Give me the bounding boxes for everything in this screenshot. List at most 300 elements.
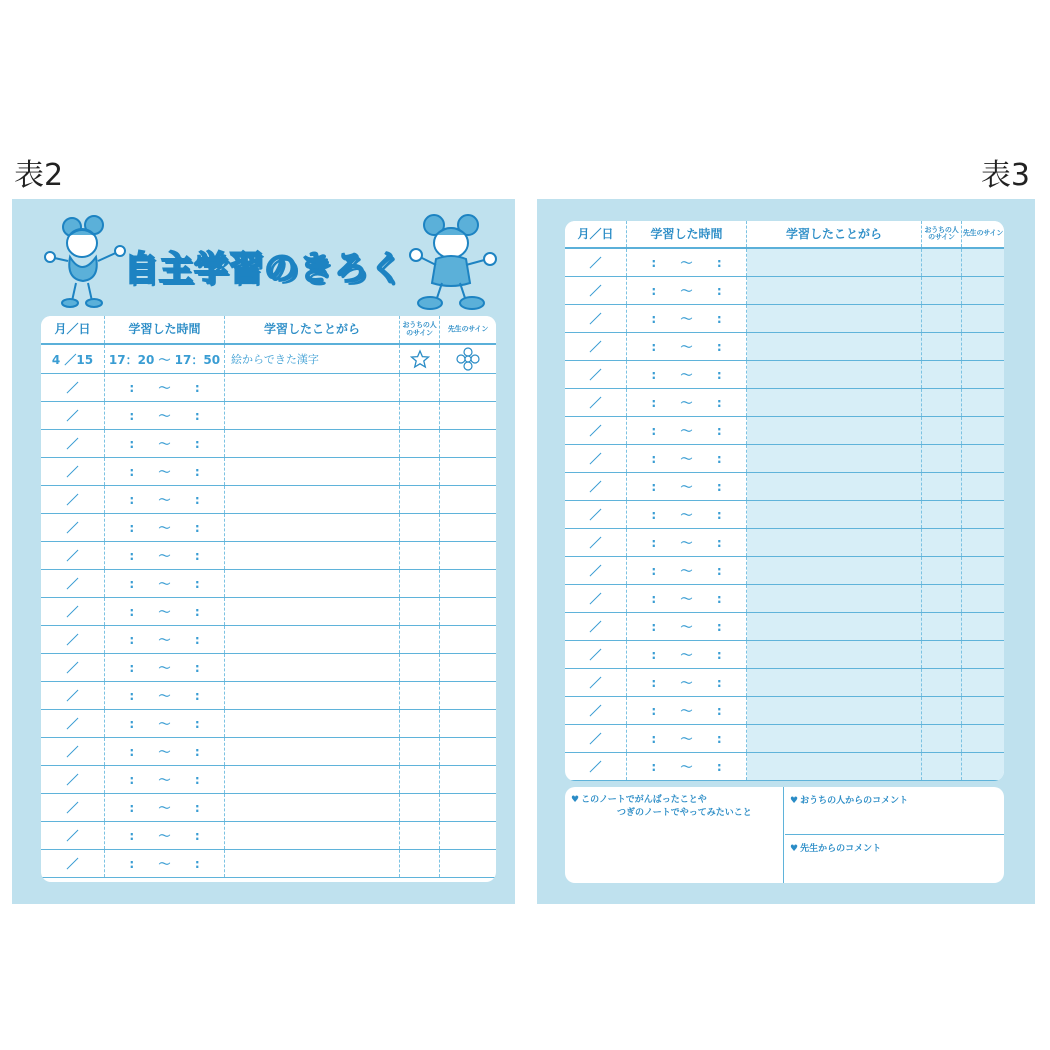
- date-cell[interactable]: [565, 697, 627, 724]
- date-cell[interactable]: [565, 557, 627, 584]
- parent-sign-cell[interactable]: [400, 514, 440, 541]
- log-rows-right: [565, 249, 1004, 781]
- parent-sign-cell[interactable]: [922, 445, 962, 472]
- start-colon: :: [129, 744, 135, 759]
- date-slash: ／: [589, 564, 602, 578]
- end-colon: :: [194, 800, 200, 815]
- date-slash: ／: [589, 508, 602, 522]
- table-row: [41, 486, 496, 514]
- date-cell[interactable]: [565, 585, 627, 612]
- parent-sign-cell[interactable]: [400, 766, 440, 793]
- date-cell[interactable]: [565, 389, 627, 416]
- date-cell[interactable]: [565, 417, 627, 444]
- start-colon: :: [651, 367, 657, 382]
- time-cell[interactable]: [105, 570, 225, 597]
- teacher-sign-cell[interactable]: [440, 710, 496, 737]
- parent-sign-cell[interactable]: [400, 430, 440, 457]
- end-colon: :: [194, 744, 200, 759]
- date-slash: ／: [66, 381, 79, 395]
- example-date: 4 ／15: [41, 345, 105, 373]
- subject-cell[interactable]: [747, 753, 922, 780]
- teacher-sign-cell[interactable]: [440, 598, 496, 625]
- parent-sign-cell[interactable]: [400, 850, 440, 877]
- parent-sign-cell[interactable]: [922, 557, 962, 584]
- date-cell[interactable]: [565, 501, 627, 528]
- time-cell[interactable]: [105, 850, 225, 877]
- start-colon: :: [129, 660, 135, 675]
- star-stamp-icon: [410, 349, 430, 369]
- subject-cell[interactable]: [747, 501, 922, 528]
- parent-sign-cell[interactable]: [922, 361, 962, 388]
- subject-cell[interactable]: [225, 654, 400, 681]
- teacher-sign-cell[interactable]: [962, 333, 1004, 360]
- subject-cell[interactable]: [225, 598, 400, 625]
- start-colon: :: [651, 619, 657, 634]
- start-colon: :: [651, 535, 657, 550]
- teacher-sign-cell[interactable]: [440, 374, 496, 401]
- date-cell[interactable]: [565, 641, 627, 668]
- date-slash: ／: [589, 592, 602, 606]
- table-row: [565, 333, 1004, 361]
- time-tilde: ～: [680, 452, 693, 466]
- date-cell[interactable]: [565, 277, 627, 304]
- time-tilde: ～: [158, 465, 171, 479]
- subject-cell[interactable]: [747, 333, 922, 360]
- start-colon: :: [129, 716, 135, 731]
- parent-sign-cell[interactable]: [922, 305, 962, 332]
- parent-sign-cell[interactable]: [400, 738, 440, 765]
- teacher-sign-cell: [440, 345, 496, 373]
- time-cell[interactable]: [627, 753, 747, 780]
- time-tilde: ～: [680, 592, 693, 606]
- start-colon: :: [129, 576, 135, 591]
- start-colon: :: [129, 380, 135, 395]
- time-cell[interactable]: [105, 710, 225, 737]
- date-cell[interactable]: [41, 850, 105, 877]
- date-cell[interactable]: [565, 529, 627, 556]
- date-cell[interactable]: [41, 514, 105, 541]
- time-cell[interactable]: [105, 794, 225, 821]
- header-subject: 学習したことがら: [747, 221, 922, 247]
- parent-sign-cell[interactable]: [922, 501, 962, 528]
- subject-cell[interactable]: [225, 626, 400, 653]
- parent-sign-cell[interactable]: [400, 822, 440, 849]
- subject-cell[interactable]: [225, 850, 400, 877]
- time-cell[interactable]: [627, 697, 747, 724]
- date-cell[interactable]: [565, 445, 627, 472]
- start-colon: :: [129, 492, 135, 507]
- end-colon: :: [194, 688, 200, 703]
- parent-sign-cell[interactable]: [400, 402, 440, 429]
- start-colon: :: [651, 591, 657, 606]
- time-cell[interactable]: [105, 766, 225, 793]
- time-cell[interactable]: [105, 542, 225, 569]
- reflection-line1: このノートでがんばったことや: [581, 795, 707, 805]
- table-row: [41, 850, 496, 878]
- start-colon: :: [651, 675, 657, 690]
- time-tilde: ～: [680, 536, 693, 550]
- table-row: [41, 570, 496, 598]
- start-colon: :: [651, 759, 657, 774]
- time-tilde: ～: [680, 424, 693, 438]
- table-row: [565, 613, 1004, 641]
- teacher-sign-cell[interactable]: [440, 402, 496, 429]
- date-cell[interactable]: [565, 669, 627, 696]
- date-cell[interactable]: [565, 361, 627, 388]
- time-cell[interactable]: [627, 473, 747, 500]
- date-slash: ／: [66, 465, 79, 479]
- subject-cell[interactable]: [225, 822, 400, 849]
- time-tilde: ～: [680, 340, 693, 354]
- date-slash: ／: [589, 760, 602, 774]
- parent-sign-cell[interactable]: [922, 613, 962, 640]
- time-tilde: ～: [680, 620, 693, 634]
- date-slash: ／: [589, 676, 602, 690]
- time-cell[interactable]: [627, 557, 747, 584]
- table-row: [565, 501, 1004, 529]
- table-row: [565, 697, 1004, 725]
- table-row: [565, 445, 1004, 473]
- time-tilde: ～: [158, 493, 171, 507]
- start-colon: :: [651, 339, 657, 354]
- teacher-sign-cell[interactable]: [962, 473, 1004, 500]
- teacher-sign-cell[interactable]: [962, 669, 1004, 696]
- teacher-sign-cell[interactable]: [962, 529, 1004, 556]
- parent-sign-cell[interactable]: [400, 458, 440, 485]
- date-slash: ／: [66, 661, 79, 675]
- teacher-sign-cell[interactable]: [440, 682, 496, 709]
- table-row: [41, 710, 496, 738]
- date-cell[interactable]: [41, 822, 105, 849]
- subject-cell[interactable]: [747, 249, 922, 276]
- teacher-sign-cell[interactable]: [440, 794, 496, 821]
- date-slash: ／: [66, 577, 79, 591]
- subject-cell[interactable]: [225, 738, 400, 765]
- parent-sign-cell[interactable]: [400, 598, 440, 625]
- subject-cell[interactable]: [747, 277, 922, 304]
- teacher-sign-cell[interactable]: [962, 585, 1004, 612]
- time-tilde: ～: [158, 381, 171, 395]
- table-header: [565, 221, 1004, 249]
- time-cell[interactable]: [627, 669, 747, 696]
- teacher-sign-cell[interactable]: [962, 697, 1004, 724]
- parent-sign-cell[interactable]: [400, 794, 440, 821]
- time-cell[interactable]: [627, 641, 747, 668]
- teacher-sign-cell[interactable]: [440, 514, 496, 541]
- start-colon: :: [129, 604, 135, 619]
- table-row: [41, 794, 496, 822]
- end-colon: :: [716, 563, 722, 578]
- end-colon: :: [716, 311, 722, 326]
- subject-cell[interactable]: [225, 710, 400, 737]
- date-slash: ／: [589, 340, 602, 354]
- time-cell[interactable]: [105, 458, 225, 485]
- subject-cell[interactable]: [747, 389, 922, 416]
- teacher-sign-cell[interactable]: [962, 753, 1004, 780]
- parent-sign-cell[interactable]: [400, 682, 440, 709]
- date-slash: ／: [589, 648, 602, 662]
- parent-sign-cell[interactable]: [400, 626, 440, 653]
- subject-cell[interactable]: [747, 557, 922, 584]
- date-cell[interactable]: [41, 794, 105, 821]
- teacher-sign-cell[interactable]: [962, 501, 1004, 528]
- date-cell[interactable]: [41, 486, 105, 513]
- end-colon: :: [716, 535, 722, 550]
- date-cell[interactable]: [41, 738, 105, 765]
- time-cell[interactable]: [627, 445, 747, 472]
- time-tilde: ～: [680, 256, 693, 270]
- parent-sign-cell[interactable]: [400, 374, 440, 401]
- header-parent-sign: おうちの人のサイン: [400, 316, 440, 343]
- time-cell[interactable]: [627, 417, 747, 444]
- date-cell[interactable]: [565, 725, 627, 752]
- table-row: [565, 753, 1004, 781]
- time-cell[interactable]: [105, 626, 225, 653]
- table-row: [41, 514, 496, 542]
- table-row: [565, 725, 1004, 753]
- date-cell[interactable]: [41, 430, 105, 457]
- study-log-table-right: [565, 221, 1004, 781]
- subject-cell[interactable]: [225, 458, 400, 485]
- date-cell[interactable]: [41, 542, 105, 569]
- subject-cell[interactable]: [747, 641, 922, 668]
- subject-cell[interactable]: [747, 417, 922, 444]
- time-tilde: ～: [158, 521, 171, 535]
- subject-cell[interactable]: [225, 514, 400, 541]
- parent-sign-cell[interactable]: [400, 570, 440, 597]
- time-cell[interactable]: [105, 402, 225, 429]
- date-slash: ／: [589, 396, 602, 410]
- date-cell[interactable]: [41, 682, 105, 709]
- parent-sign-cell[interactable]: [400, 486, 440, 513]
- time-cell[interactable]: [627, 249, 747, 276]
- table-row: [41, 822, 496, 850]
- time-cell[interactable]: [627, 613, 747, 640]
- date-cell[interactable]: [565, 333, 627, 360]
- date-slash: ／: [66, 857, 79, 871]
- date-cell[interactable]: [41, 710, 105, 737]
- table-row: [565, 389, 1004, 417]
- teacher-sign-cell[interactable]: [440, 486, 496, 513]
- subject-cell[interactable]: [747, 529, 922, 556]
- example-time: 17：20 ～ 17：50: [105, 345, 225, 373]
- parent-sign-cell[interactable]: [922, 473, 962, 500]
- date-cell[interactable]: [41, 654, 105, 681]
- time-tilde: ～: [158, 773, 171, 787]
- time-tilde: ～: [158, 409, 171, 423]
- teacher-sign-cell[interactable]: [440, 738, 496, 765]
- parent-sign-cell[interactable]: [922, 417, 962, 444]
- date-slash: ／: [589, 620, 602, 634]
- subject-cell[interactable]: [747, 473, 922, 500]
- teacher-sign-cell[interactable]: [962, 417, 1004, 444]
- start-colon: :: [129, 800, 135, 815]
- time-tilde: ～: [158, 717, 171, 731]
- end-colon: :: [716, 619, 722, 634]
- teacher-sign-cell[interactable]: [440, 850, 496, 877]
- end-colon: :: [716, 703, 722, 718]
- time-tilde: ～: [158, 745, 171, 759]
- time-cell[interactable]: [105, 486, 225, 513]
- parent-sign-cell[interactable]: [922, 697, 962, 724]
- subject-cell[interactable]: [747, 725, 922, 752]
- subject-cell[interactable]: [747, 613, 922, 640]
- date-cell[interactable]: [41, 374, 105, 401]
- parent-sign-cell[interactable]: [922, 725, 962, 752]
- subject-cell[interactable]: [747, 361, 922, 388]
- subject-cell[interactable]: [747, 697, 922, 724]
- subject-cell[interactable]: [747, 585, 922, 612]
- parent-sign-cell[interactable]: [400, 542, 440, 569]
- start-colon: :: [651, 423, 657, 438]
- time-cell[interactable]: [627, 333, 747, 360]
- sheet-right: [537, 199, 1035, 904]
- parent-sign-cell[interactable]: [922, 389, 962, 416]
- date-slash: ／: [66, 745, 79, 759]
- subject-cell[interactable]: [225, 570, 400, 597]
- time-cell[interactable]: [627, 501, 747, 528]
- teacher-sign-cell[interactable]: [962, 445, 1004, 472]
- time-cell[interactable]: [105, 430, 225, 457]
- parent-sign-cell[interactable]: [922, 641, 962, 668]
- parent-sign-cell[interactable]: [922, 529, 962, 556]
- reflection-box: [565, 787, 784, 883]
- teacher-sign-cell[interactable]: [962, 249, 1004, 276]
- subject-cell[interactable]: [225, 682, 400, 709]
- date-slash: ／: [589, 256, 602, 270]
- time-cell[interactable]: [627, 305, 747, 332]
- teacher-sign-cell[interactable]: [962, 641, 1004, 668]
- date-slash: ／: [589, 312, 602, 326]
- start-colon: :: [651, 255, 657, 270]
- date-cell[interactable]: [565, 473, 627, 500]
- date-cell[interactable]: [565, 613, 627, 640]
- date-cell[interactable]: [565, 305, 627, 332]
- time-tilde: ～: [158, 633, 171, 647]
- date-cell[interactable]: [41, 458, 105, 485]
- subject-cell[interactable]: [747, 305, 922, 332]
- time-cell[interactable]: [627, 529, 747, 556]
- subject-cell[interactable]: [747, 669, 922, 696]
- parent-sign-cell[interactable]: [922, 753, 962, 780]
- date-slash: ／: [589, 480, 602, 494]
- sheet-left: [12, 199, 515, 904]
- subject-cell[interactable]: [225, 794, 400, 821]
- teacher-sign-cell[interactable]: [440, 542, 496, 569]
- date-cell[interactable]: [565, 753, 627, 780]
- table-row: [565, 669, 1004, 697]
- teacher-sign-cell[interactable]: [962, 557, 1004, 584]
- start-colon: :: [129, 856, 135, 871]
- start-colon: :: [129, 688, 135, 703]
- teacher-comment-box: [785, 835, 1004, 883]
- teacher-sign-cell[interactable]: [440, 654, 496, 681]
- table-row: [41, 430, 496, 458]
- teacher-sign-cell[interactable]: [962, 305, 1004, 332]
- teacher-sign-cell[interactable]: [440, 458, 496, 485]
- parent-sign-cell[interactable]: [922, 333, 962, 360]
- time-cell[interactable]: [105, 514, 225, 541]
- table-row: [565, 417, 1004, 445]
- table-row: [565, 305, 1004, 333]
- time-cell[interactable]: [105, 654, 225, 681]
- time-cell[interactable]: [105, 822, 225, 849]
- date-slash: ／: [589, 704, 602, 718]
- teacher-sign-cell[interactable]: [440, 766, 496, 793]
- time-tilde: ～: [680, 760, 693, 774]
- date-cell[interactable]: [41, 570, 105, 597]
- subject-cell[interactable]: [747, 445, 922, 472]
- teacher-sign-cell[interactable]: [962, 277, 1004, 304]
- flower-stamp-icon: [456, 347, 480, 371]
- parent-sign-cell[interactable]: [400, 710, 440, 737]
- parent-sign-cell[interactable]: [922, 277, 962, 304]
- time-cell[interactable]: [105, 738, 225, 765]
- end-colon: :: [716, 423, 722, 438]
- time-cell[interactable]: [627, 389, 747, 416]
- date-cell[interactable]: [565, 249, 627, 276]
- date-slash: ／: [66, 801, 79, 815]
- parent-comment-box: [785, 787, 1004, 835]
- start-colon: :: [651, 731, 657, 746]
- teacher-sign-cell[interactable]: [962, 389, 1004, 416]
- header-time: 学習した時間: [105, 316, 225, 343]
- time-cell[interactable]: [105, 374, 225, 401]
- time-tilde: ～: [158, 829, 171, 843]
- date-slash: ／: [66, 549, 79, 563]
- date-cell[interactable]: [41, 402, 105, 429]
- teacher-comment-label: 先生からのコメント: [800, 844, 882, 854]
- subject-cell[interactable]: [225, 430, 400, 457]
- teacher-sign-cell[interactable]: [440, 626, 496, 653]
- teacher-sign-cell[interactable]: [440, 822, 496, 849]
- end-colon: :: [194, 828, 200, 843]
- parent-sign-cell[interactable]: [922, 669, 962, 696]
- parent-sign-cell[interactable]: [400, 654, 440, 681]
- subject-cell[interactable]: [225, 402, 400, 429]
- start-colon: :: [129, 408, 135, 423]
- parent-sign-cell[interactable]: [922, 249, 962, 276]
- subject-cell[interactable]: [225, 542, 400, 569]
- teacher-sign-cell[interactable]: [440, 430, 496, 457]
- teacher-sign-cell[interactable]: [962, 725, 1004, 752]
- time-cell[interactable]: [627, 725, 747, 752]
- header-teacher-sign: 先生のサイン: [447, 324, 489, 333]
- time-tilde: ～: [680, 564, 693, 578]
- time-cell[interactable]: [105, 598, 225, 625]
- time-cell[interactable]: [627, 585, 747, 612]
- subject-cell[interactable]: [225, 374, 400, 401]
- date-cell[interactable]: [41, 766, 105, 793]
- time-cell[interactable]: [627, 277, 747, 304]
- time-cell[interactable]: [105, 682, 225, 709]
- subject-cell[interactable]: [225, 486, 400, 513]
- end-colon: :: [716, 255, 722, 270]
- date-slash: ／: [589, 536, 602, 550]
- teacher-sign-cell[interactable]: [962, 361, 1004, 388]
- date-cell[interactable]: [41, 626, 105, 653]
- table-row: [41, 458, 496, 486]
- end-colon: :: [716, 759, 722, 774]
- subject-cell[interactable]: [225, 766, 400, 793]
- table-row: [565, 557, 1004, 585]
- parent-sign-cell[interactable]: [922, 585, 962, 612]
- date-cell[interactable]: [41, 598, 105, 625]
- teacher-sign-cell[interactable]: [962, 613, 1004, 640]
- teacher-sign-cell[interactable]: [440, 570, 496, 597]
- date-slash: ／: [66, 773, 79, 787]
- time-cell[interactable]: [627, 361, 747, 388]
